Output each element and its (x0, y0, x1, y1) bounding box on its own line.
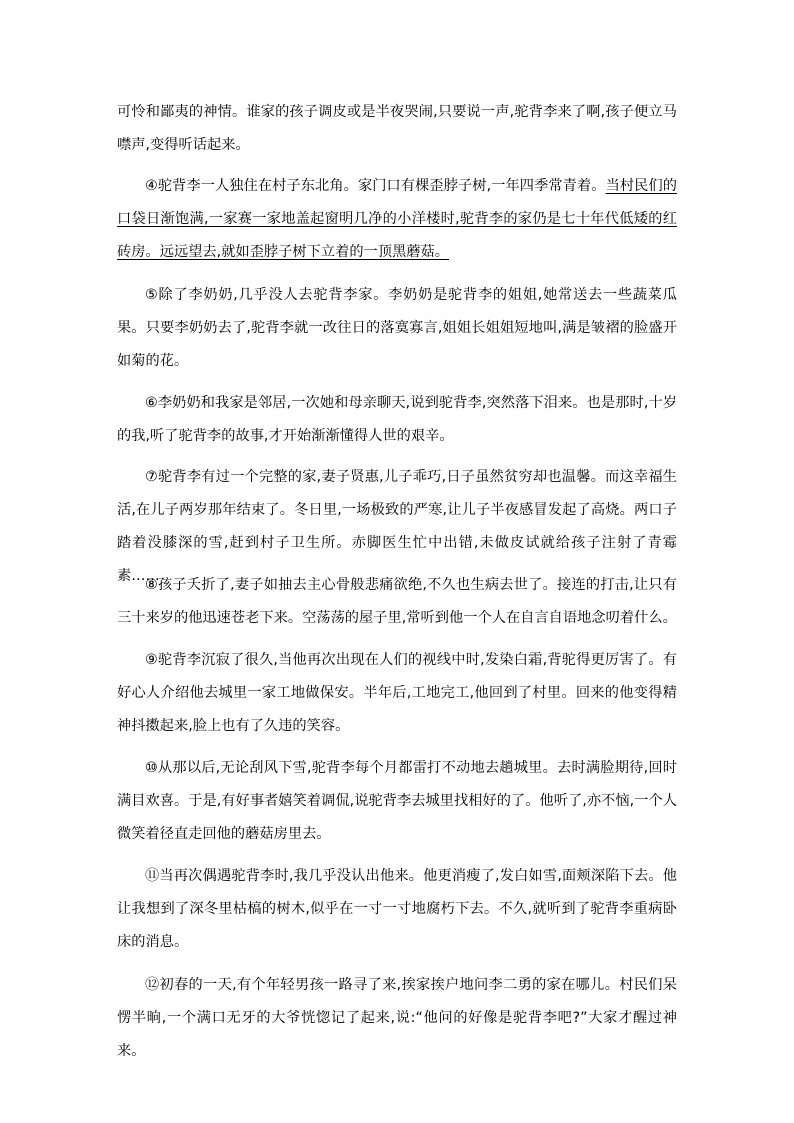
paragraph-12 (117, 969, 677, 1068)
paragraph-8 (117, 569, 677, 635)
paragraph-6 (117, 387, 677, 453)
paragraph-9 (117, 644, 677, 743)
paragraph-text: 可怜和鄙夷的神情。谁家的孩子调皮或是半夜哭闹,只要说一声,驼背李来了啊,孩子便立马噤声,变得听话起来。 (117, 104, 677, 153)
paragraph-text: ⑫初春的一天,有个年轻男孩一路寻了来,挨家挨户地问李二勇的家在哪儿。村民们呆愣半晌,一个满口无牙的大爷恍惚记了起来,说:“他问的好像是驼背李吧?”大家才醒过神来。 (117, 977, 677, 1059)
paragraph-10 (117, 752, 677, 851)
underlined-sentence: 当村民们的口袋日渐饱满,一家赛一家地盖起窗明几净的小洋楼时,驼背李的家仍是七十年代低矮的红砖房。远远望去,就如歪脖子树下立着的一顶黑蘑菇。 (117, 178, 677, 260)
paragraph-text: ⑤除了李奶奶,几乎没人去驼背李家。李奶奶是驼背李的姐姐,她常送去一些蔬菜瓜果。只要李奶奶去了,驼背李就一改往日的落寞寡言,姐姐长姐姐短地叫,满是皱褶的脸盛开如菊的花。 (117, 287, 677, 369)
paragraph-text: ④驼背李一人独住在村子东北角。家门口有棵歪脖子树,一年四季常青着。 (145, 178, 606, 194)
paragraph-text: ⑩从那以后,无论刮风下雪,驼背李每个月都雷打不动地去趟城里。去时满脸期待,回时满目欢喜。于是,有好事者嬉笑着调侃,说驼背李去城里找相好的了。他听了,亦不恼,一个人微笑着径直走回他的蘑菇房里去。 (117, 760, 677, 842)
paragraph-text: ⑦驼背李有过一个完整的家,妻子贤惠,儿子乖巧,日子虽然贫穷却也温馨。而这幸福生活,在儿子两岁那年结束了。冬日里,一场极致的严寒,让儿子半夜感冒发起了高烧。两口子踏着没膝深的雪,赶到村子卫生所。赤脚医生忙中出错,未做皮试就给孩子注射了青霉素…… (117, 469, 677, 584)
paragraph-text: ⑥李奶奶和我家是邻居,一次她和母亲聊天,说到驼背李,突然落下泪来。也是那时,十岁的我,听了驼背李的故事,才开始渐渐懂得人世的艰辛。 (117, 395, 677, 444)
paragraph-3-continuation (117, 96, 677, 162)
paragraph-5 (117, 279, 677, 378)
paragraph-text: ⑨驼背李沉寂了很久,当他再次出现在人们的视线中时,发染白霜,背驼得更厉害了。有好心人介绍他去城里一家工地做保安。半年后,工地完工,他回到了村里。回来的他变得精神抖擞起来,脸上也有了久违的笑容。 (117, 652, 677, 734)
paragraph-11 (117, 860, 677, 959)
paragraph-text: ⑪当再次偶遇驼背李时,我几乎没认出他来。他更消瘦了,发白如雪,面颊深陷下去。他让我想到了深冬里枯槁的树木,似乎在一寸一寸地腐朽下去。不久,就听到了驼背李重病卧床的消息。 (117, 868, 677, 950)
paragraph-4 (117, 170, 677, 269)
paragraph-text: ⑧孩子夭折了,妻子如抽去主心骨般悲痛欲绝,不久也生病去世了。接连的打击,让只有三十来岁的他迅速苍老下来。空荡荡的屋子里,常听到他一个人在自言自语地念叨着什么。 (117, 577, 677, 626)
